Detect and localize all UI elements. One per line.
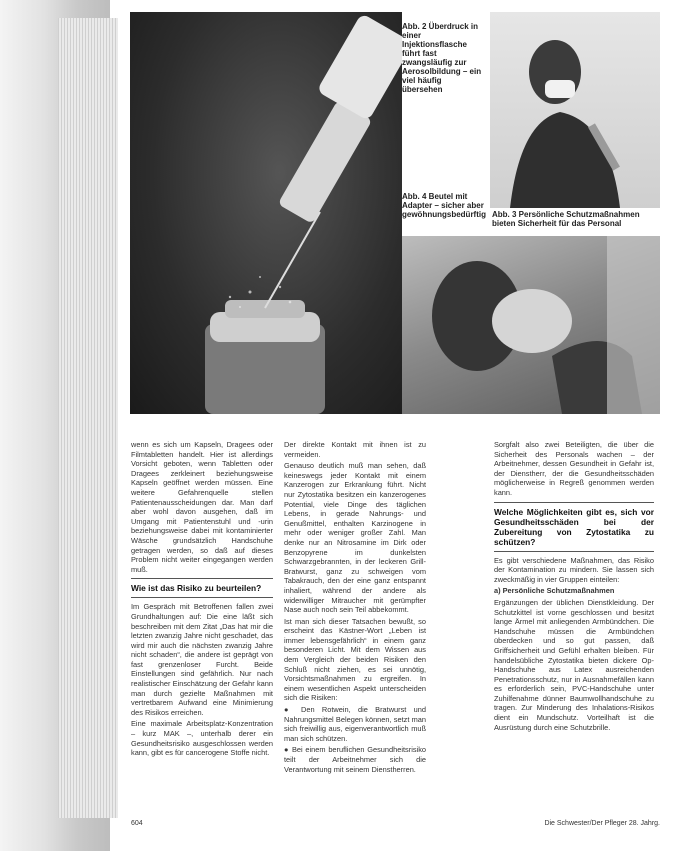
text-column-1 [131, 440, 273, 760]
text-column-2 [284, 440, 426, 776]
photo-protective-clothing [490, 12, 660, 208]
syringe-vial-illustration [130, 12, 402, 414]
gloved-hands-illustration [402, 236, 660, 414]
caption-abb3: Abb. 3 Persönliche Schutzmaßnahmen bieten Sicherheit für das Personal [492, 210, 660, 228]
col2-paragraph-1: Der direkte Kontakt mit ihnen ist zu vermeiden. [284, 440, 426, 459]
caption-abb4: Abb. 4 Beutel mit Adapter – sicher aber gewöhnungsbedürftig [402, 192, 486, 219]
text-column-3 [494, 440, 654, 734]
col3-paragraph-1: Sorgfalt also zwei Beteiligten, die über die Sicherheit des Personals wachen – der Arbeitnehmer, dessen Gesundheit in Gefahr ist, der Dienstherr, der die Gesundheitsschäden möglicherweise in Regreß genommen werden kann. [494, 440, 654, 497]
person-mask-illustration [490, 12, 660, 208]
col3-paragraph-3: Ergänzungen der üblichen Dienstkleidung. Der Schutzkittel ist vorne geschlossen und besitzt lange Ärmel mit anliegenden Armbündchen. Die Handschuhe müssen die Armbündchen überdecken und so gut passen, daß Griffsicherheit und Gefühl erhalten bleiben. Für handelsübliche Zytostatika bieten dickere Op-Handschuhe aus Latex ausreichenden Penetrationsschutz, nur in Ausnahmefällen kann es erforderlich sein, PVC-Handschuhe unter Zuhilfenahme dünner Baumwollhandschuhe zu tragen. Zur Minderung des Inhalations-Risikos dient ein Mundschutz. Vorteilhaft ist die Ausrüstung durch eine Schutzbrille. [494, 597, 654, 732]
col3-paragraph-2: Es gibt verschiedene Maßnahmen, das Risiko der Kontamination zu mindern. Sie lassen sich zweckmäßig in vier Gruppen einteilen: [494, 555, 654, 584]
col2-bullet-1: ● Den Rotwein, die Bratwurst und Nahrungsmittel Belegen können, setzt man sich freiwillig aus, eigenverantwortlich muß man sich schützen. [284, 705, 426, 743]
journal-footer: Die Schwester/Der Pfleger 28. Jahrg. [544, 820, 660, 827]
page-edges [58, 18, 118, 818]
photo-bag-adapter [402, 236, 660, 414]
col2-paragraph-2: Genauso deutlich muß man sehen, daß keineswegs jeder Kontakt mit einem Kanzerogen zur Erkrankung führt. Nicht nur Zytostatika besitzen ein kanzerogenes Potential, viele Dinge des täglichen Lebens, in gerade Nahrungs- und Genußmittel, enthalten Karzinogene in mehr oder weniger großer Zahl. Man denke nur an Nitrosamine im Dirk oder Benzopyrene im dunkelsten Schwarzgebrannten, in der leckeren Grill-Bratwurst, ganz zu schweigen vom Tabakrauch, den der eine ganz entspannt inhaliert, während der andere als widerwilliger Mitraucher mit gerümpfter Nase auch noch sein Teil abbekommt. [284, 461, 426, 615]
caption-abb2: Abb. 2 Überdruck in einer Injektionsflasche führt fast zwangsläufig zur Aerosolbildung – ein viel häufig übersehen [402, 22, 484, 94]
photo-syringe-vial [130, 12, 402, 414]
col3-list-label: a) Persönliche Schutzmaßnahmen [494, 586, 615, 596]
col2-bullet-2: ● Bei einem beruflichen Gesundheitsrisiko teilt der Arbeitnehmer sich die Verantwortung mit seinem Dienstherren. [284, 745, 426, 774]
col2-paragraph-3: Ist man sich dieser Tatsachen bewußt, so erscheint das Kästner-Wort „Leben ist immer lebensgefährlich“ in einem ganz besonderen Licht. Mit dem Wissen aus dem Vergleich der beiden Risiken den Schluß nicht ziehen, es sei unnötig, Vorsichtsmaßnahmen zu ergreifen. In einem wesentlichen Aspekt unterscheiden sich die Risiken: [284, 616, 426, 703]
col3-heading: Welche Möglichkeiten gibt es, sich vor Gesundheitsschäden bei der Zubereitung von Zytostatika zu schützen? [494, 506, 654, 547]
col1-paragraph-1: wenn es sich um Kapseln, Dragees oder Filmtabletten handelt. Hier ist allerdings Vorsicht geboten, wenn Tabletten oder Dragees zerkleinert beziehungsweise Kapseln geöffnet werden müssen. Eine weitere Gefahrenquelle stellen Patientenausscheidungen dar. Man darf aber wohl davon ausgehen, daß im Umgang mit Patientenstuhl und -urin beziehungsweise dabei mit kontaminierter Wäsche grundsätzlich Handschuhe getragen werden, so daß auf dieses Problem nicht weiter eingegangen werden muß. [131, 440, 273, 574]
col1-paragraph-2: Im Gespräch mit Betroffenen fallen zwei Grundhaltungen auf: Die eine läßt sich beschreiben mit dem Zitat „Das hat mir die letzten zwanzig Jahre nicht geschadet, das wird mir auch die nächsten zwanzig Jahre nicht schaden“, die andere ist geprägt von fast grenzenloser Furcht. Beide Einstellungen sind gefährlich. Nur nach realistischer Einschätzung der Gefahr kann man durch gezielte Maßnahmen mit vertretbarem Aufwand eine Minimierung des Risikos erreichen. [131, 602, 273, 717]
col1-heading: Wie ist das Risiko zu beurteilen? [131, 583, 262, 594]
col1-paragraph-3: Eine maximale Arbeitsplatz-Konzentration – kurz MAK –, unterhalb derer ein Gesundheitsrisiko ausgeschlossen werden kann, gibt es für cancerogene Stoffe nicht. [131, 719, 273, 758]
page-number: 604 [131, 820, 143, 827]
